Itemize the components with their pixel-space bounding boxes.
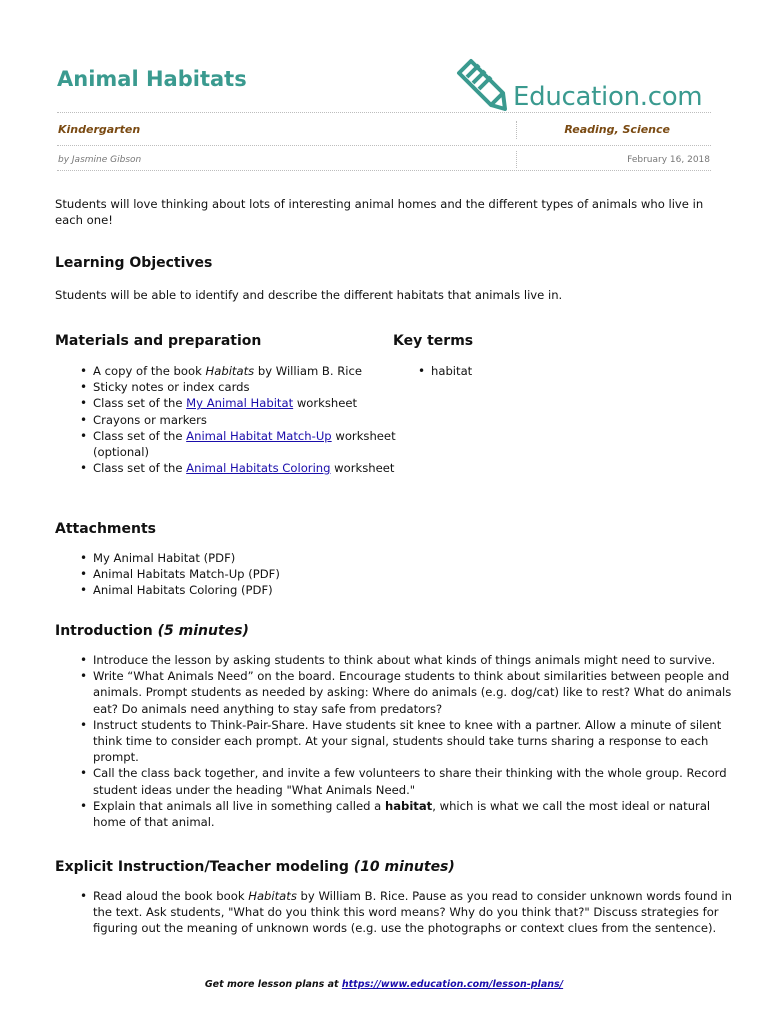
list-item: • Class set of the Animal Habitat Match-Up worksheet (optional) — [93, 428, 403, 460]
page-title: Animal Habitats — [57, 67, 247, 91]
introduction-list — [55, 652, 733, 830]
learning-objectives-heading: Learning Objectives — [55, 255, 213, 271]
education-com-logo[interactable] — [455, 57, 715, 113]
list-item: • habitat — [431, 363, 731, 379]
list-item: • Class set of the Animal Habitats Coloring worksheet — [93, 460, 403, 476]
grade-level: Kindergarten — [58, 123, 141, 136]
pencil-logo-icon — [455, 57, 517, 113]
key-terms-heading: Key terms — [393, 333, 474, 349]
list-item: • Instruct students to Think-Pair-Share. Have students sit knee to knee with a partner. Allow a minute of silent think time to consider each prompt. At your signal, students should take turns sharing a response to each prompt. — [93, 717, 733, 766]
materials-heading: Materials and preparation — [55, 333, 262, 349]
attachments-list — [55, 550, 733, 599]
key-terms-list — [393, 363, 731, 379]
animal-habitat-match-up-link[interactable]: Animal Habitat Match-Up — [186, 428, 332, 443]
list-item: • Sticky notes or index cards — [93, 379, 403, 395]
meta-divider — [516, 121, 517, 139]
footer: Get more lesson plans at https://www.education.com/lesson-plans/ — [204, 979, 564, 990]
list-item: • Introduce the lesson by asking students to think about what kinds of things animals might need to survive. — [93, 652, 733, 668]
list-item: • Call the class back together, and invite a few volunteers to share their thinking with the whole group. Record student ideas under the heading "What Animals Need." — [93, 765, 733, 797]
explicit-instruction-heading: Explicit Instruction/Teacher modeling (10 minutes) — [55, 859, 455, 875]
materials-list — [55, 363, 403, 476]
publish-date: February 16, 2018 — [627, 155, 710, 165]
author-row-divider — [57, 170, 711, 171]
author-divider — [516, 151, 517, 168]
introduction-time: (5 minutes) — [157, 623, 249, 639]
list-item: • Crayons or markers — [93, 412, 403, 428]
explicit-instruction-time: (10 minutes) — [353, 859, 455, 875]
list-item: • My Animal Habitat (PDF) — [93, 550, 733, 566]
subjects: Reading, Science — [564, 123, 670, 136]
list-item: • Animal Habitats Match-Up (PDF) — [93, 566, 733, 582]
lesson-plans-link[interactable]: https://www.education.com/lesson-plans/ — [341, 979, 564, 990]
list-item: • Read aloud the book book Habitats by William B. Rice. Pause as you read to consider unknown words found in the text. Ask students, "What do you think this word means? Why do you think that?" Discuss strategies for figuring out the meaning of unknown words (e.g. use the photographs or context clues from the sentence). — [93, 888, 733, 937]
introduction-heading: Introduction (5 minutes) — [55, 623, 249, 639]
my-animal-habitat-link[interactable]: My Animal Habitat — [186, 396, 294, 411]
list-item: • Class set of the My Animal Habitat worksheet — [93, 395, 403, 411]
author: by Jasmine Gibson — [58, 155, 142, 165]
lesson-intro: Students will love thinking about lots of interesting animal homes and the different types of animals who live in each one! — [55, 197, 704, 227]
logo-wordmark: Education.com — [513, 82, 703, 112]
list-item: • Explain that animals all live in something called a habitat, which is what we call the most ideal or natural home of that animal. — [93, 798, 733, 830]
header-divider — [57, 112, 711, 113]
meta-row-divider — [57, 145, 711, 146]
list-item: • A copy of the book Habitats by William B. Rice — [93, 363, 403, 379]
learning-objectives-text: Students will be able to identify and describe the different habitats that animals live in. — [55, 288, 563, 302]
attachments-heading: Attachments — [55, 521, 157, 537]
list-item: • Animal Habitats Coloring (PDF) — [93, 582, 733, 598]
explicit-instruction-list — [55, 888, 733, 937]
list-item: • Write “What Animals Need” on the board. Encourage students to think about similarities between people and animals. Prompt students as needed by asking: Where do animals (e.g. dog/cat) like to rest? What do animals eat? Do animals need anything to stay safe from predators? — [93, 668, 733, 717]
animal-habitats-coloring-link[interactable]: Animal Habitats Coloring — [186, 461, 331, 476]
